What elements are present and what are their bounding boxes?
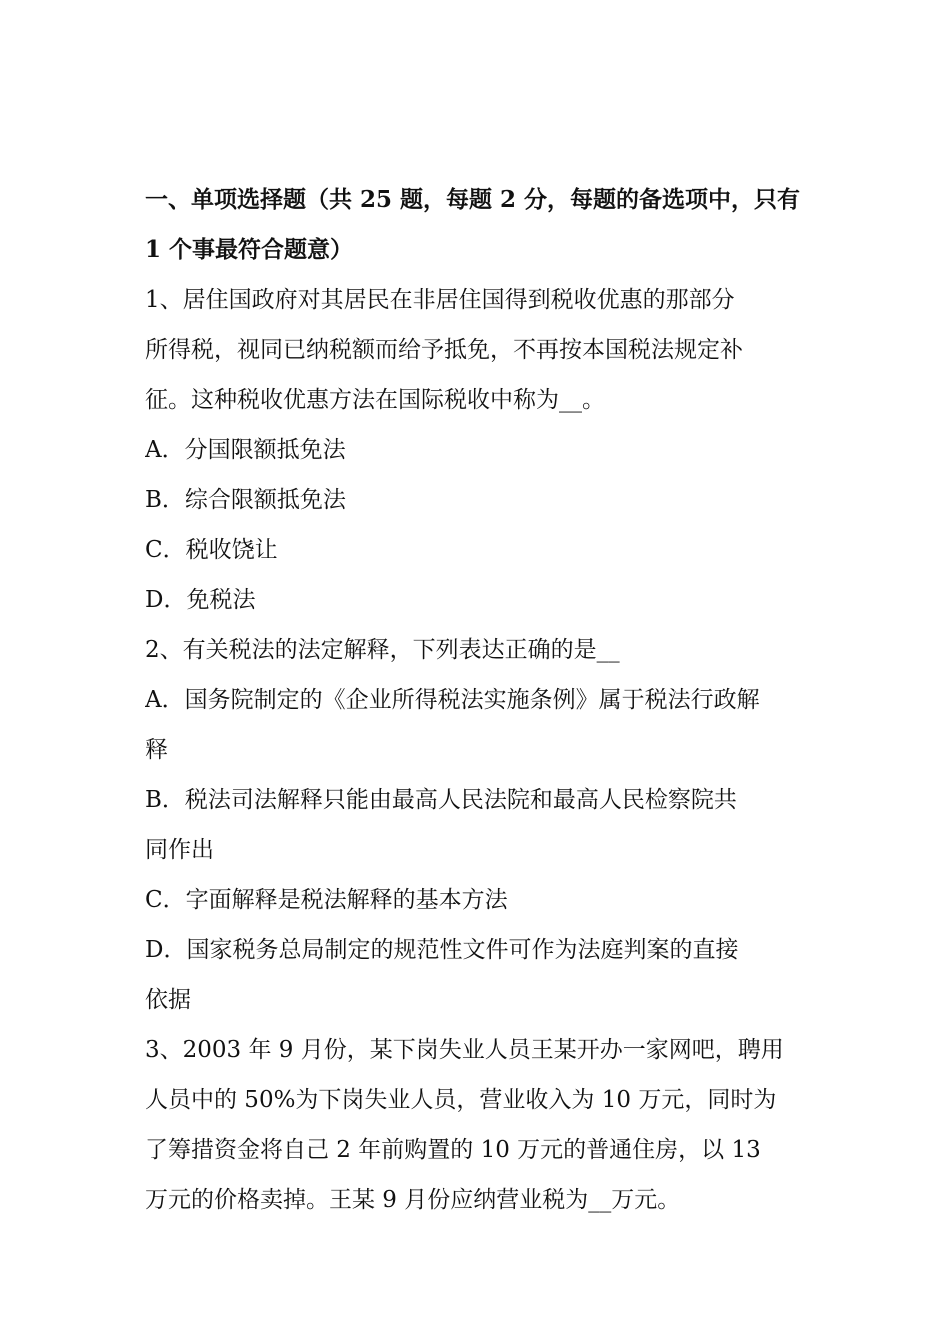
option-d: D．免税法 [145, 587, 256, 613]
question-text-line: 2、有关税法的法定解释，下列表达正确的是__ [145, 637, 620, 663]
question-1 [145, 275, 810, 625]
section-heading [145, 175, 810, 275]
option-b-continued: 同作出 [145, 837, 214, 863]
option-c: C．字面解释是税法解释的基本方法 [145, 887, 508, 913]
question-text-line: 1、居住国政府对其居民在非居住国得到税收优惠的那部分 [145, 287, 735, 313]
option-a-continued: 释 [145, 737, 168, 763]
question-2 [145, 625, 810, 1025]
question-text-line: 万元的价格卖掉。王某 9 月份应纳营业税为__万元。 [145, 1187, 681, 1213]
question-text-line: 所得税，视同已纳税额而给予抵免，不再按本国税法规定补 [145, 337, 743, 363]
option-b: B．税法司法解释只能由最高人民法院和最高人民检察院共 [145, 787, 737, 813]
question-text-line: 征。这种税收优惠方法在国际税收中称为__。 [145, 387, 605, 413]
question-3 [145, 1025, 810, 1225]
question-text-line: 了筹措资金将自己 2 年前购置的 10 万元的普通住房，以 13 [145, 1137, 761, 1163]
question-text-line: 人员中的 50%为下岗失业人员，营业收入为 10 万元，同时为 [145, 1087, 777, 1113]
option-b: B．综合限额抵免法 [145, 487, 346, 513]
question-text-line: 3、2003 年 9 月份，某下岗失业人员王某开办一家网吧，聘用 [145, 1037, 784, 1063]
option-d-continued: 依据 [145, 987, 191, 1013]
section-heading-line: 1 个事最符合题意） [145, 236, 354, 263]
option-a: A．国务院制定的《企业所得税法实施条例》属于税法行政解 [145, 687, 760, 713]
option-d: D．国家税务总局制定的规范性文件可作为法庭判案的直接 [145, 937, 739, 963]
option-c: C．税收饶让 [145, 537, 278, 563]
section-heading-line: 一、单项选择题（共 25 题，每题 2 分，每题的备选项中，只有 [145, 186, 801, 213]
document-body [145, 175, 810, 1225]
option-a: A．分国限额抵免法 [145, 437, 346, 463]
